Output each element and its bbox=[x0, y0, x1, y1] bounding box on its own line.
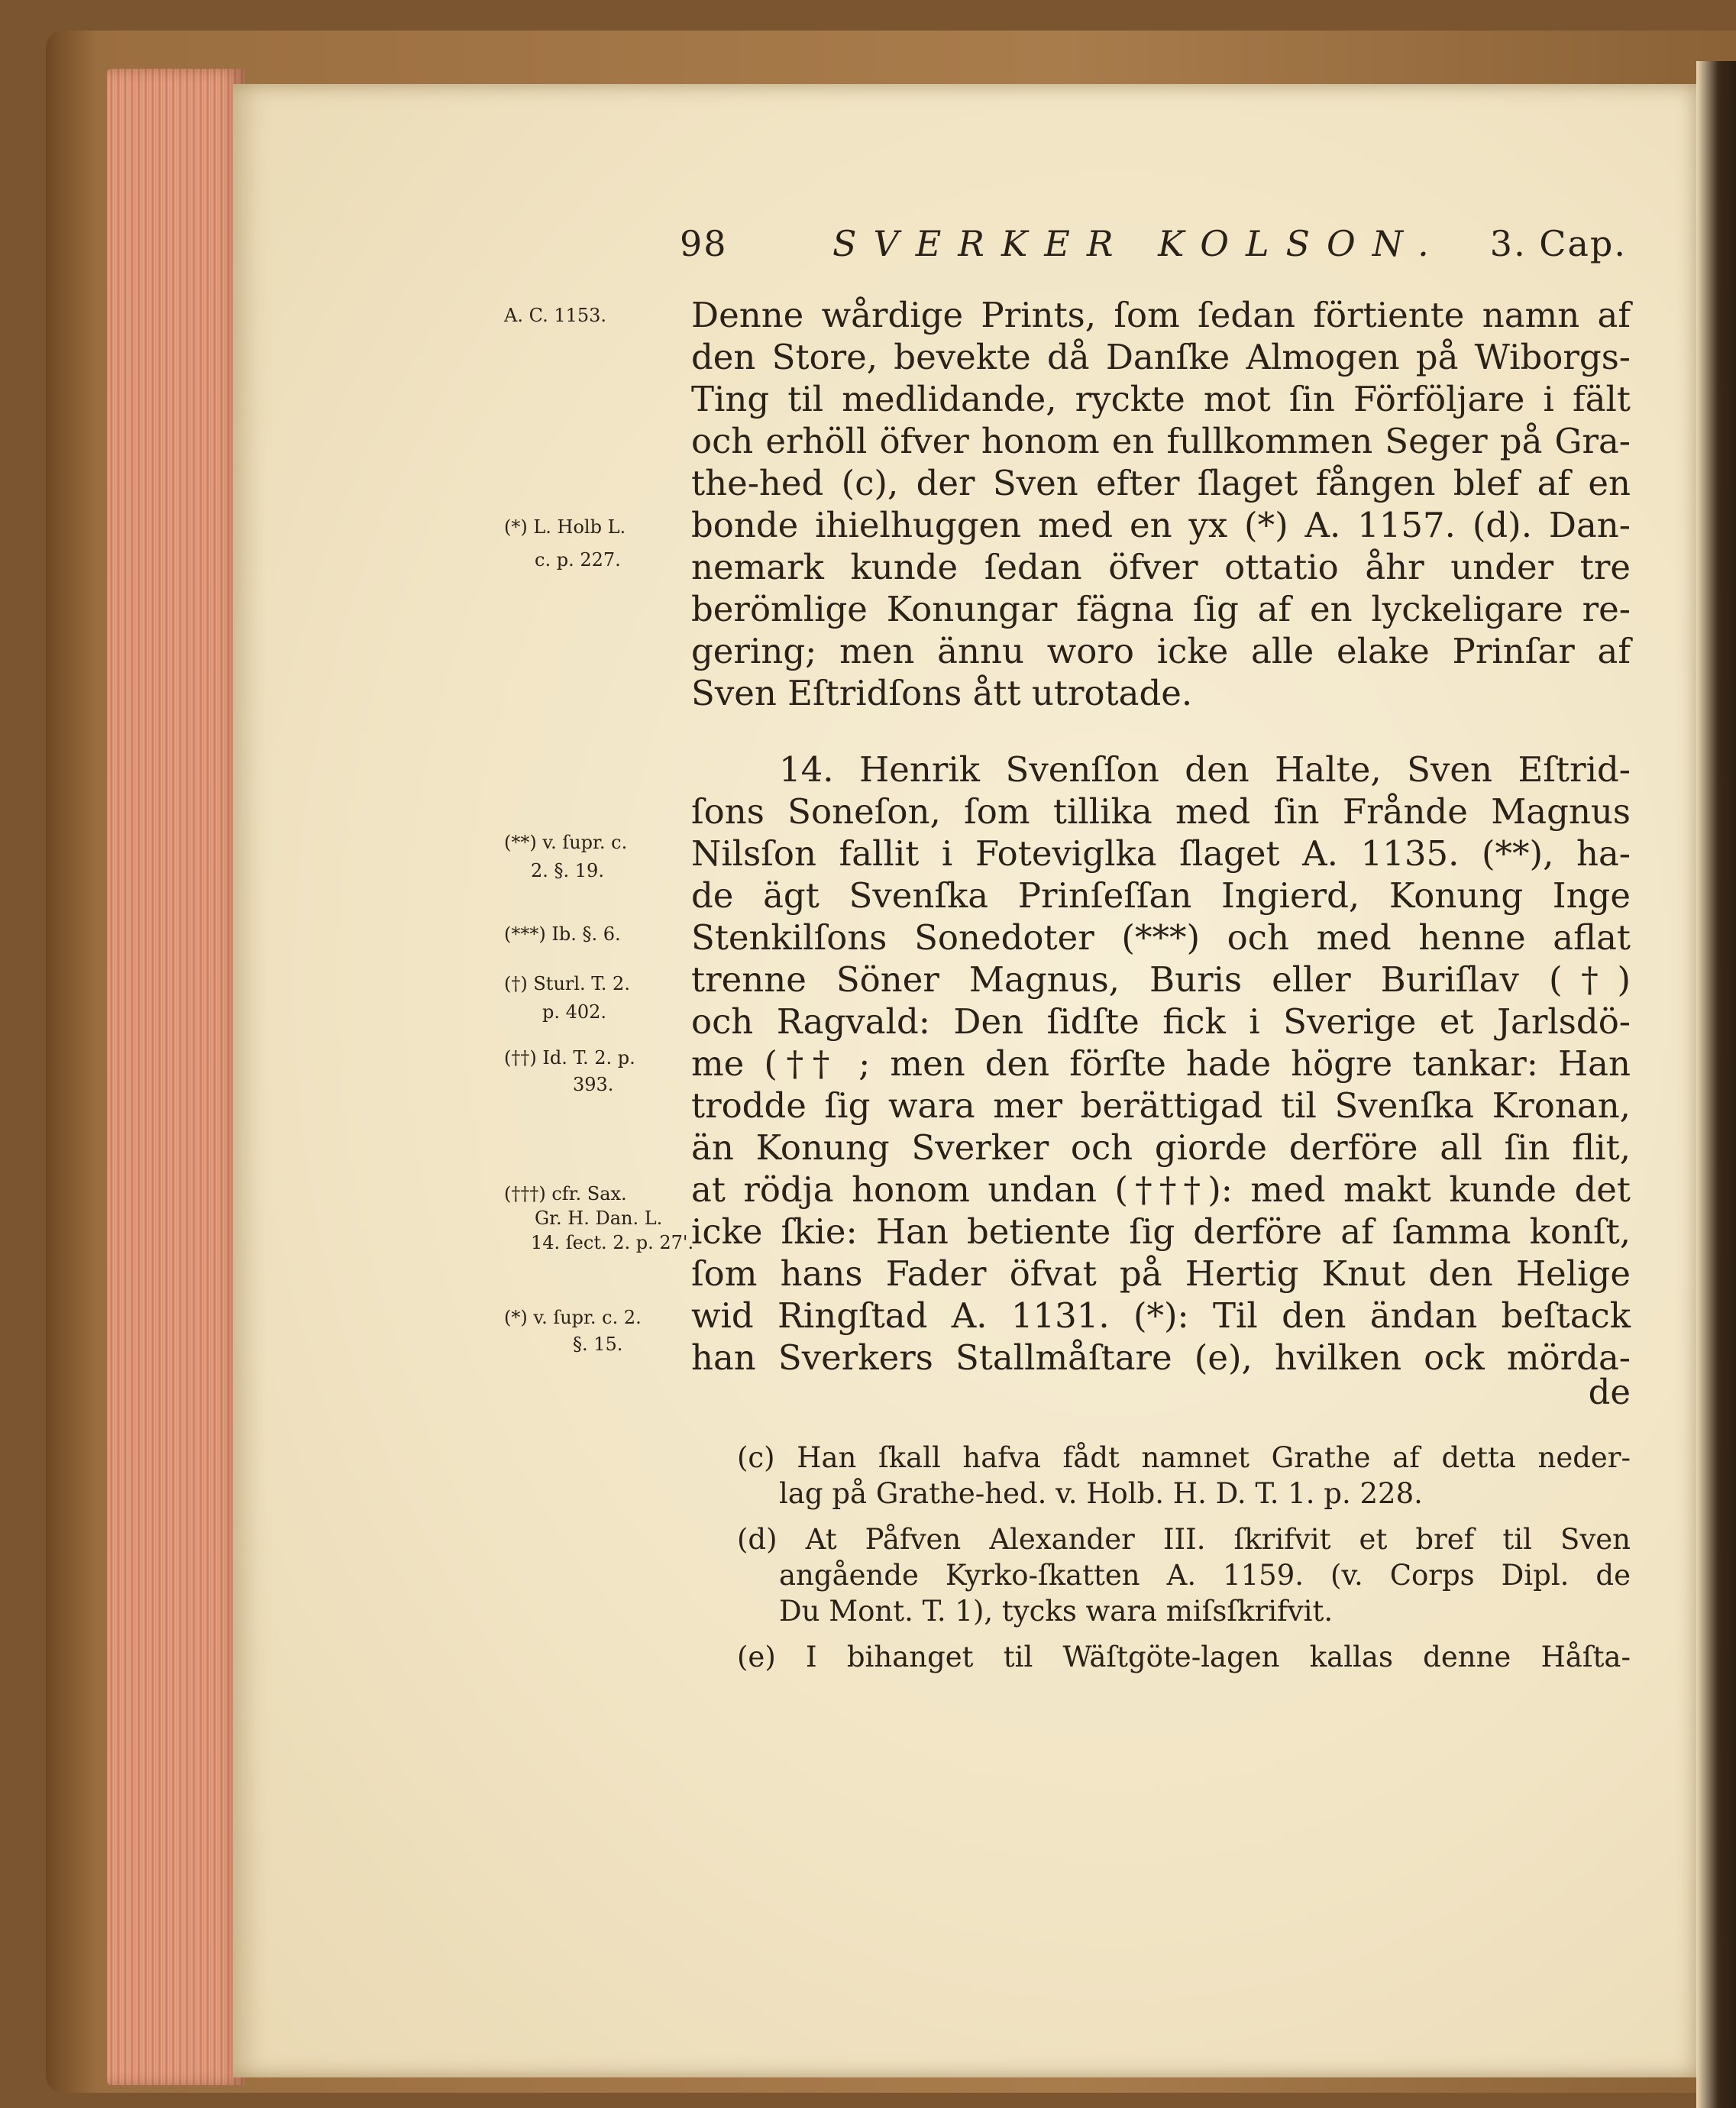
text-line: nemark kunde ſedan öfver ottatio åhr under tre bbox=[691, 547, 1631, 587]
running-title: SVERKER KOLSON. bbox=[832, 223, 1446, 264]
text-line: Denne wårdige Prints, ſom ſedan förtiente namn af bbox=[691, 295, 1631, 335]
text-line: bonde ihielhuggen med en yx (*) A. 1157. (d). Dan- bbox=[691, 505, 1631, 545]
running-header bbox=[680, 223, 1627, 276]
text-line: the-hed (c), der Sven efter ſlaget fången blef af en bbox=[691, 463, 1631, 503]
margin-note: (*) v. ſupr. c. 2. bbox=[504, 1307, 642, 1328]
margin-note: §. 15. bbox=[573, 1334, 623, 1355]
margin-note: c. p. 227. bbox=[535, 549, 621, 571]
margin-note: 14. ſect. 2. p. 27'. bbox=[531, 1232, 694, 1253]
footnote-line: (d) At Påfven Alexander III. ſkrifvit et bref til Sven bbox=[737, 1523, 1631, 1556]
text-line: den Store, bevekte då Danſke Almogen på Wiborgs- bbox=[691, 337, 1631, 377]
margin-note: A. C. 1153. bbox=[504, 305, 607, 326]
margin-note: 393. bbox=[573, 1074, 614, 1095]
margin-note: p. 402. bbox=[542, 1001, 607, 1023]
margin-note: (*) L. Holb L. bbox=[504, 516, 626, 538]
text-line: at rödja honom undan (†††): med makt kunde det bbox=[691, 1169, 1631, 1210]
text-line: han Sverkers Stallmåſtare (e), hvilken ock mörda- bbox=[691, 1337, 1631, 1378]
margin-note: (**) v. ſupr. c. bbox=[504, 832, 628, 853]
chapter-label: 3. Cap. bbox=[1489, 223, 1627, 264]
text-line: gering; men ännu woro icke alle elake Prinſar af bbox=[691, 631, 1631, 671]
footnote-line: (e) I bihanget til Wäſtgöte-lagen kallas denne Håſta- bbox=[737, 1641, 1631, 1673]
margin-note: (***) Ib. §. 6. bbox=[504, 923, 621, 945]
text-line: de ägt Svenſka Prinſeſſan Ingierd, Konung Inge bbox=[691, 875, 1631, 916]
text-line: trenne Söner Magnus, Buris eller Buriſlav (†) bbox=[691, 959, 1631, 1000]
margin-note: (†††) cfr. Sax. bbox=[504, 1183, 627, 1204]
text-line: me (†† ; men den förſte hade högre tankar: Han bbox=[691, 1043, 1631, 1084]
text-line: Sven Eſtridſons ått utrotade. bbox=[691, 673, 1193, 713]
footnote-line: lag på Grathe-hed. v. Holb. H. D. T. 1. p. 228. bbox=[779, 1477, 1423, 1510]
margin-note: (†) Sturl. T. 2. bbox=[504, 973, 630, 994]
page-number: 98 bbox=[680, 223, 728, 264]
catchword: de bbox=[1588, 1372, 1631, 1412]
footnote-line: angående Kyrko-ſkatten A. 1159. (v. Corps Dipl. de bbox=[779, 1559, 1631, 1592]
text-line: Stenkilſons Sonedoter (***) och med henne aflat bbox=[691, 917, 1631, 958]
text-line: berömlige Konungar fägna ſig af en lyckeligare re- bbox=[691, 589, 1631, 629]
section-heading-line: 14. Henrik Svenſſon den Halte, Sven Eſtrid- bbox=[779, 749, 1631, 790]
footnote-line: (c) Han ſkall hafva fådt namnet Grathe af detta neder- bbox=[737, 1441, 1631, 1474]
text-line: än Konung Sverker och giorde derföre all ſin flit, bbox=[691, 1127, 1631, 1168]
text-line: och erhöll öfver honom en fullkommen Seger på Gra- bbox=[691, 421, 1631, 461]
footnote-line: Du Mont. T. 1), tycks wara miſsſkrifvit. bbox=[779, 1595, 1334, 1628]
page-block-edges bbox=[107, 69, 244, 2085]
text-line: och Ragvald: Den ſidſte fick i Sverige et Jarlsdö- bbox=[691, 1001, 1631, 1042]
text-line: icke ſkie: Han betiente ſig derföre af ſamma konſt, bbox=[691, 1211, 1631, 1252]
text-line: ſom hans Fader öfvat på Hertig Knut den Helige bbox=[691, 1253, 1631, 1294]
text-line: Ting til medlidande, ryckte mot ſin Förföljare i fält bbox=[691, 379, 1631, 419]
text-line: trodde ſig wara mer berättigad til Svenſka Kronan, bbox=[691, 1085, 1631, 1126]
book-gutter bbox=[1696, 61, 1736, 2108]
text-line: ſons Soneſon, ſom tillika med ſin Frånde Magnus bbox=[691, 791, 1631, 832]
margin-note: Gr. H. Dan. L. bbox=[535, 1208, 663, 1229]
text-line: Nilsſon fallit i Foteviglka ſlaget A. 1135. (**), ha- bbox=[691, 833, 1631, 874]
margin-note: (††) Id. T. 2. p. bbox=[504, 1047, 635, 1069]
margin-note: 2. §. 19. bbox=[531, 860, 604, 881]
text-line: wid Ringſtad A. 1131. (*): Til den ändan beſtack bbox=[691, 1295, 1631, 1336]
